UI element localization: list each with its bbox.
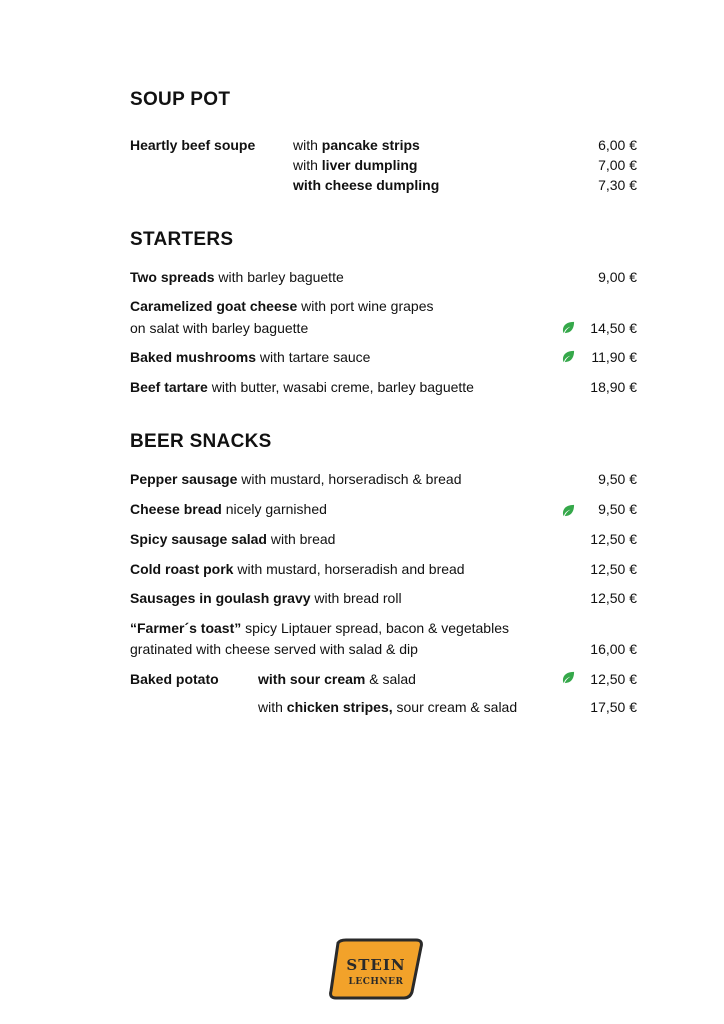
price: 7,00 € [598, 157, 637, 173]
price: 9,00 € [598, 269, 637, 285]
menu-item-goat-cheese-line2: on salat with barley baguette [130, 320, 309, 336]
menu-item-two-spreads: Two spreads with barley baguette [130, 269, 344, 285]
menu-item-spicy-sausage-salad: Spicy sausage salad with bread [130, 531, 336, 547]
menu-item-pepper-sausage: Pepper sausage with mustard, horseradisch & bread [130, 471, 462, 487]
price: 9,50 € [598, 471, 637, 487]
menu-item-beef-tartare: Beef tartare with butter, wasabi creme, barley baguette [130, 379, 474, 395]
logo-text-lechner: LECHNER [348, 977, 404, 987]
section-heading-starters: STARTERS [130, 229, 234, 250]
price: 18,90 € [590, 379, 637, 395]
price: 11,90 € [591, 349, 637, 365]
dish-name-baked-potato: Baked potato [130, 671, 219, 687]
price: 12,50 € [590, 531, 637, 547]
menu-item-soup-option-3: with cheese dumpling [293, 177, 440, 193]
price: 9,50 € [598, 501, 637, 517]
menu-item-baked-potato-chicken: with chicken stripes, sour cream & salad [258, 699, 518, 715]
menu-item-goat-cheese: Caramelized goat cheese with port wine grapes [130, 298, 434, 314]
logo-text-stein: STEIN [346, 956, 406, 974]
menu-item-sausages-goulash: Sausages in goulash gravy with bread roll [130, 590, 402, 606]
menu-item-cheese-bread: Cheese bread nicely garnished [130, 501, 327, 517]
price: 7,30 € [598, 177, 637, 193]
section-heading-soup-pot: SOUP POT [130, 89, 231, 110]
menu-item-soup-option-2: with liver dumpling [293, 157, 418, 173]
menu-item-farmers-toast-line2: gratinated with cheese served with salad & dip [130, 641, 418, 657]
price: 12,50 € [590, 561, 637, 577]
price: 17,50 € [590, 699, 637, 715]
vegetarian-leaf-icon [562, 671, 575, 684]
dish-name-beef-soupe: Heartly beef soupe [130, 137, 256, 153]
menu-item-farmers-toast: “Farmer´s toast” spicy Liptauer spread, bacon & vegetables [130, 620, 509, 636]
menu-item-soup-option-1: with pancake strips [293, 137, 420, 153]
vegetarian-leaf-icon [562, 321, 575, 334]
price: 14,50 € [590, 320, 637, 336]
price: 16,00 € [590, 641, 637, 657]
price: 12,50 € [590, 671, 637, 687]
price: 6,00 € [598, 137, 637, 153]
menu-item-baked-mushrooms: Baked mushrooms with tartare sauce [130, 349, 371, 365]
price: 12,50 € [590, 590, 637, 606]
vegetarian-leaf-icon [562, 504, 575, 517]
menu-item-baked-potato-sour-cream: with sour cream & salad [258, 671, 416, 687]
vegetarian-leaf-icon [562, 350, 575, 363]
stein-lechner-logo [328, 938, 424, 1000]
section-heading-beer-snacks: BEER SNACKS [130, 431, 272, 452]
menu-item-cold-roast-pork: Cold roast pork with mustard, horseradish and bread [130, 561, 465, 577]
